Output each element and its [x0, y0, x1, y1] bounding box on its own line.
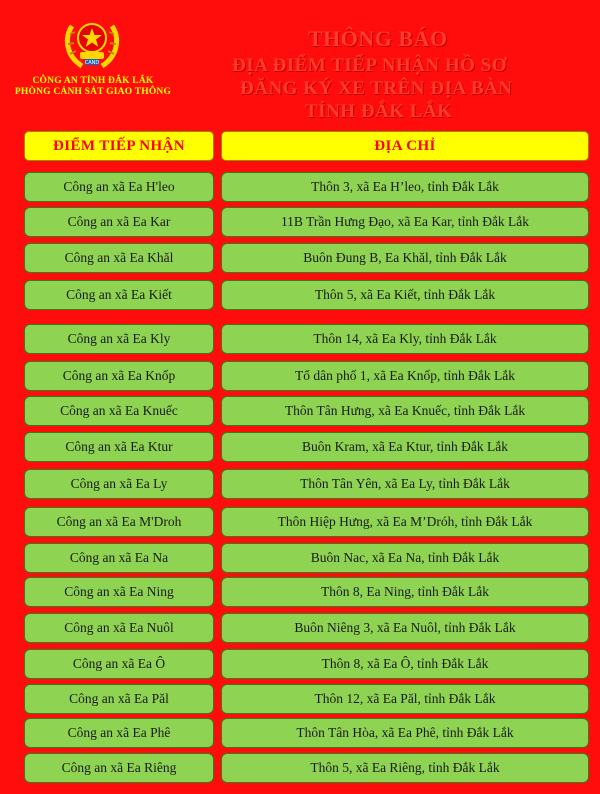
table-cell-address: Thôn Tân Hưng, xã Ea Knuếc, tỉnh Đắk Lắk: [221, 396, 589, 426]
table-cell-address: Thôn 3, xã Ea H’leo, tỉnh Đắk Lắk: [221, 172, 589, 202]
table-cell-address: Thôn 8, Ea Ning, tỉnh Đắk Lắk: [221, 577, 589, 607]
table-cell-place: Công an xã Ea Păl: [24, 684, 214, 714]
table-cell-address: Thôn 12, xã Ea Păl, tỉnh Đắk Lắk: [221, 684, 589, 714]
table-cell-address: Buôn Niêng 3, xã Ea Nuôl, tỉnh Đắk Lắk: [221, 613, 589, 643]
table-cell-place: Công an xã Ea Ly: [24, 469, 214, 499]
table-cell-place: Công an xã Ea Ning: [24, 577, 214, 607]
police-emblem-icon: [60, 14, 124, 72]
table-cell-address: Buôn Nac, xã Ea Na, tỉnh Đắk Lắk: [221, 543, 589, 573]
title-line-1: THÔNG BÁO: [308, 26, 448, 51]
org-name: CÔNG AN TỈNH ĐẮK LẮK: [32, 76, 154, 86]
title-line-3: ĐĂNG KÝ XE TRÊN ĐỊA BÀN: [240, 78, 513, 99]
table-cell-place: Công an xã Ea Na: [24, 543, 214, 573]
page-header: [0, 0, 600, 128]
table-cell-address: Buôn Kram, xã Ea Ktur, tỉnh Đắk Lắk: [221, 432, 589, 462]
table-cell-place: Công an xã Ea Nuôl: [24, 613, 214, 643]
table-cell-place: Công an xã Ea Knốp: [24, 361, 214, 391]
table-cell-address: Thôn 8, xã Ea Ô, tỉnh Đắk Lắk: [221, 649, 589, 679]
table-cell-address: Thôn Hiệp Hưng, xã Ea M’Dróh, tỉnh Đắk Lắk: [221, 507, 589, 537]
table-cell-place: Công an xã Ea Ô: [24, 649, 214, 679]
table-cell-place: Công an xã Ea Knuếc: [24, 396, 214, 426]
table-cell-place: Công an xã Ea Kiết: [24, 280, 214, 310]
table-cell-address: Buôn Đung B, Ea Khăl, tỉnh Đắk Lắk: [221, 243, 589, 273]
table-cell-place: Công an xã Ea Khăl: [24, 243, 214, 273]
table-cell-address: Thôn 14, xã Ea Kly, tỉnh Đắk Lắk: [221, 324, 589, 354]
table-cell-place: Công an xã Ea Ktur: [24, 432, 214, 462]
table-cell-address: 11B Trần Hưng Đạo, xã Ea Kar, tỉnh Đắk Lắk: [221, 207, 589, 237]
table-cell-place: Công an xã Ea Kar: [24, 207, 214, 237]
department-name: PHÒNG CẢNH SÁT GIAO THÔNG: [14, 87, 172, 97]
table-cell-address: Thôn 5, xã Ea Riêng, tỉnh Đắk Lắk: [221, 753, 589, 783]
table-cell-address: Tổ dân phố 1, xã Ea Knốp, tỉnh Đắk Lắk: [221, 361, 589, 391]
table-cell-address: Thôn Tân Hòa, xã Ea Phê, tỉnh Đắk Lắk: [221, 718, 589, 748]
table-cell-place: Công an xã Ea Riêng: [24, 753, 214, 783]
table-cell-place: Công an xã Ea Phê: [24, 718, 214, 748]
title-line-2: ĐỊA ĐIỂM TIẾP NHẬN HỒ SƠ: [232, 55, 508, 76]
svg-text:CAND: CAND: [84, 60, 100, 66]
table-cell-place: Công an xã Ea M'Droh: [24, 507, 214, 537]
title-line-4: TỈNH ĐẮK LẮK: [305, 101, 453, 122]
column-header-address: ĐỊA CHỈ: [221, 131, 589, 161]
table-cell-place: Công an xã Ea H'leo: [24, 172, 214, 202]
column-header-place: ĐIỂM TIẾP NHẬN: [24, 131, 214, 161]
table-cell-place: Công an xã Ea Kly: [24, 324, 214, 354]
table-cell-address: Thôn 5, xã Ea Kiết, tỉnh Đắk Lắk: [221, 280, 589, 310]
table-cell-address: Thôn Tân Yên, xã Ea Ly, tỉnh Đắk Lắk: [221, 469, 589, 499]
